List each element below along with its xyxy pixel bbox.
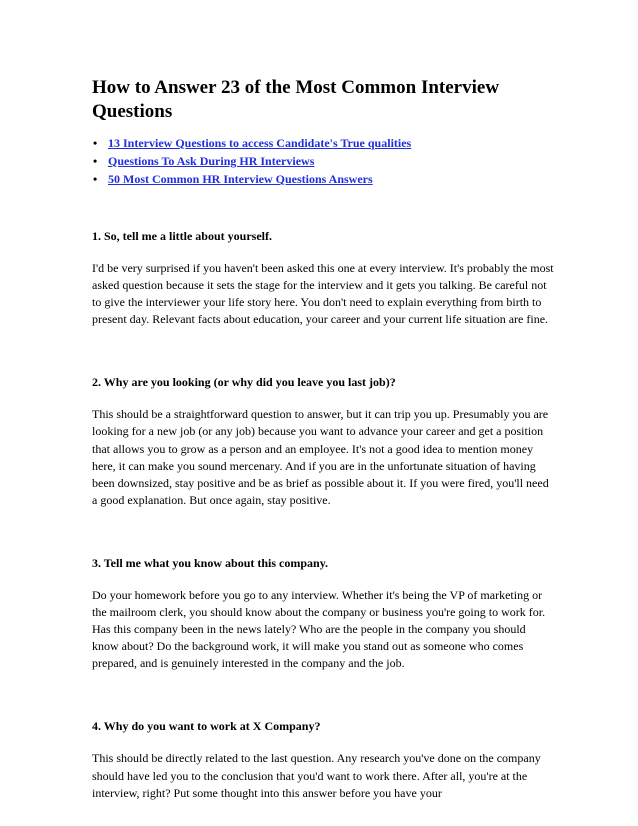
question-heading: 2. Why are you looking (or why did you leave you last job)? bbox=[92, 375, 396, 390]
answer-paragraph: This should be directly related to the last question. Any research you've done on the company should have led you to the conclusion that you'd want to work there. After all, you're at the interview, right? Put some thought into this answer before you have your bbox=[92, 751, 541, 800]
question-section bbox=[92, 228, 554, 328]
link-candidate-qualities[interactable]: 13 Interview Questions to access Candidate's True qualities bbox=[108, 136, 412, 150]
bullet-icon: • bbox=[93, 154, 98, 168]
related-link-item bbox=[92, 170, 554, 188]
bullet-icon: • bbox=[93, 136, 98, 150]
related-link-item bbox=[92, 152, 554, 170]
question-section bbox=[92, 718, 554, 801]
question-heading: 3. Tell me what you know about this company. bbox=[92, 555, 329, 570]
question-section bbox=[92, 374, 554, 509]
question-heading: 1. So, tell me a little about yourself. bbox=[92, 229, 272, 243]
answer-paragraph: This should be a straightforward question to answer, but it can trip you up. Presumably you are looking for a new job (or any job) because you want to advance your career and get a position that allows you to grow as a person and an employee. It's not a good idea to mention money here, it can make you sound mercenary. And if you are in the unfortunate situation of having been downsized, stay positive and be as brief as possible about it. If you were fired, you'll need a good explanation. But once again, stay positive. bbox=[92, 407, 549, 507]
link-common-hr-answers[interactable]: 50 Most Common HR Interview Questions Answers bbox=[108, 172, 373, 186]
question-heading: 4. Why do you want to work at X Company? bbox=[92, 719, 321, 734]
bullet-icon: • bbox=[93, 172, 98, 186]
question-section bbox=[92, 555, 554, 672]
related-links-list bbox=[92, 134, 554, 188]
document-page bbox=[92, 76, 554, 802]
answer-paragraph: Do your homework before you go to any interview. Whether it's being the VP of marketing or the mailroom clerk, you should know about the company or business you're going to work for. Has this company been in the news lately? Who are the people in the company you should know about? Do the background work, it will make you stand out as someone who comes prepared, and is genuinely interested in the company and the job. bbox=[92, 587, 546, 671]
related-link-item bbox=[92, 134, 554, 152]
document-title: How to Answer 23 of the Most Common Interview Questions bbox=[92, 77, 500, 122]
answer-paragraph: I'd be very surprised if you haven't been asked this one at every interview. It's probably the most asked question because it sets the stage for the interview and it gets you talking. Be careful not to give the interviewer your life story here. You don't need to explain everything from birth to present day. Relevant facts about education, your career and your current life situation are fine. bbox=[92, 261, 554, 327]
link-hr-interview-questions[interactable]: Questions To Ask During HR Interviews bbox=[108, 154, 315, 168]
